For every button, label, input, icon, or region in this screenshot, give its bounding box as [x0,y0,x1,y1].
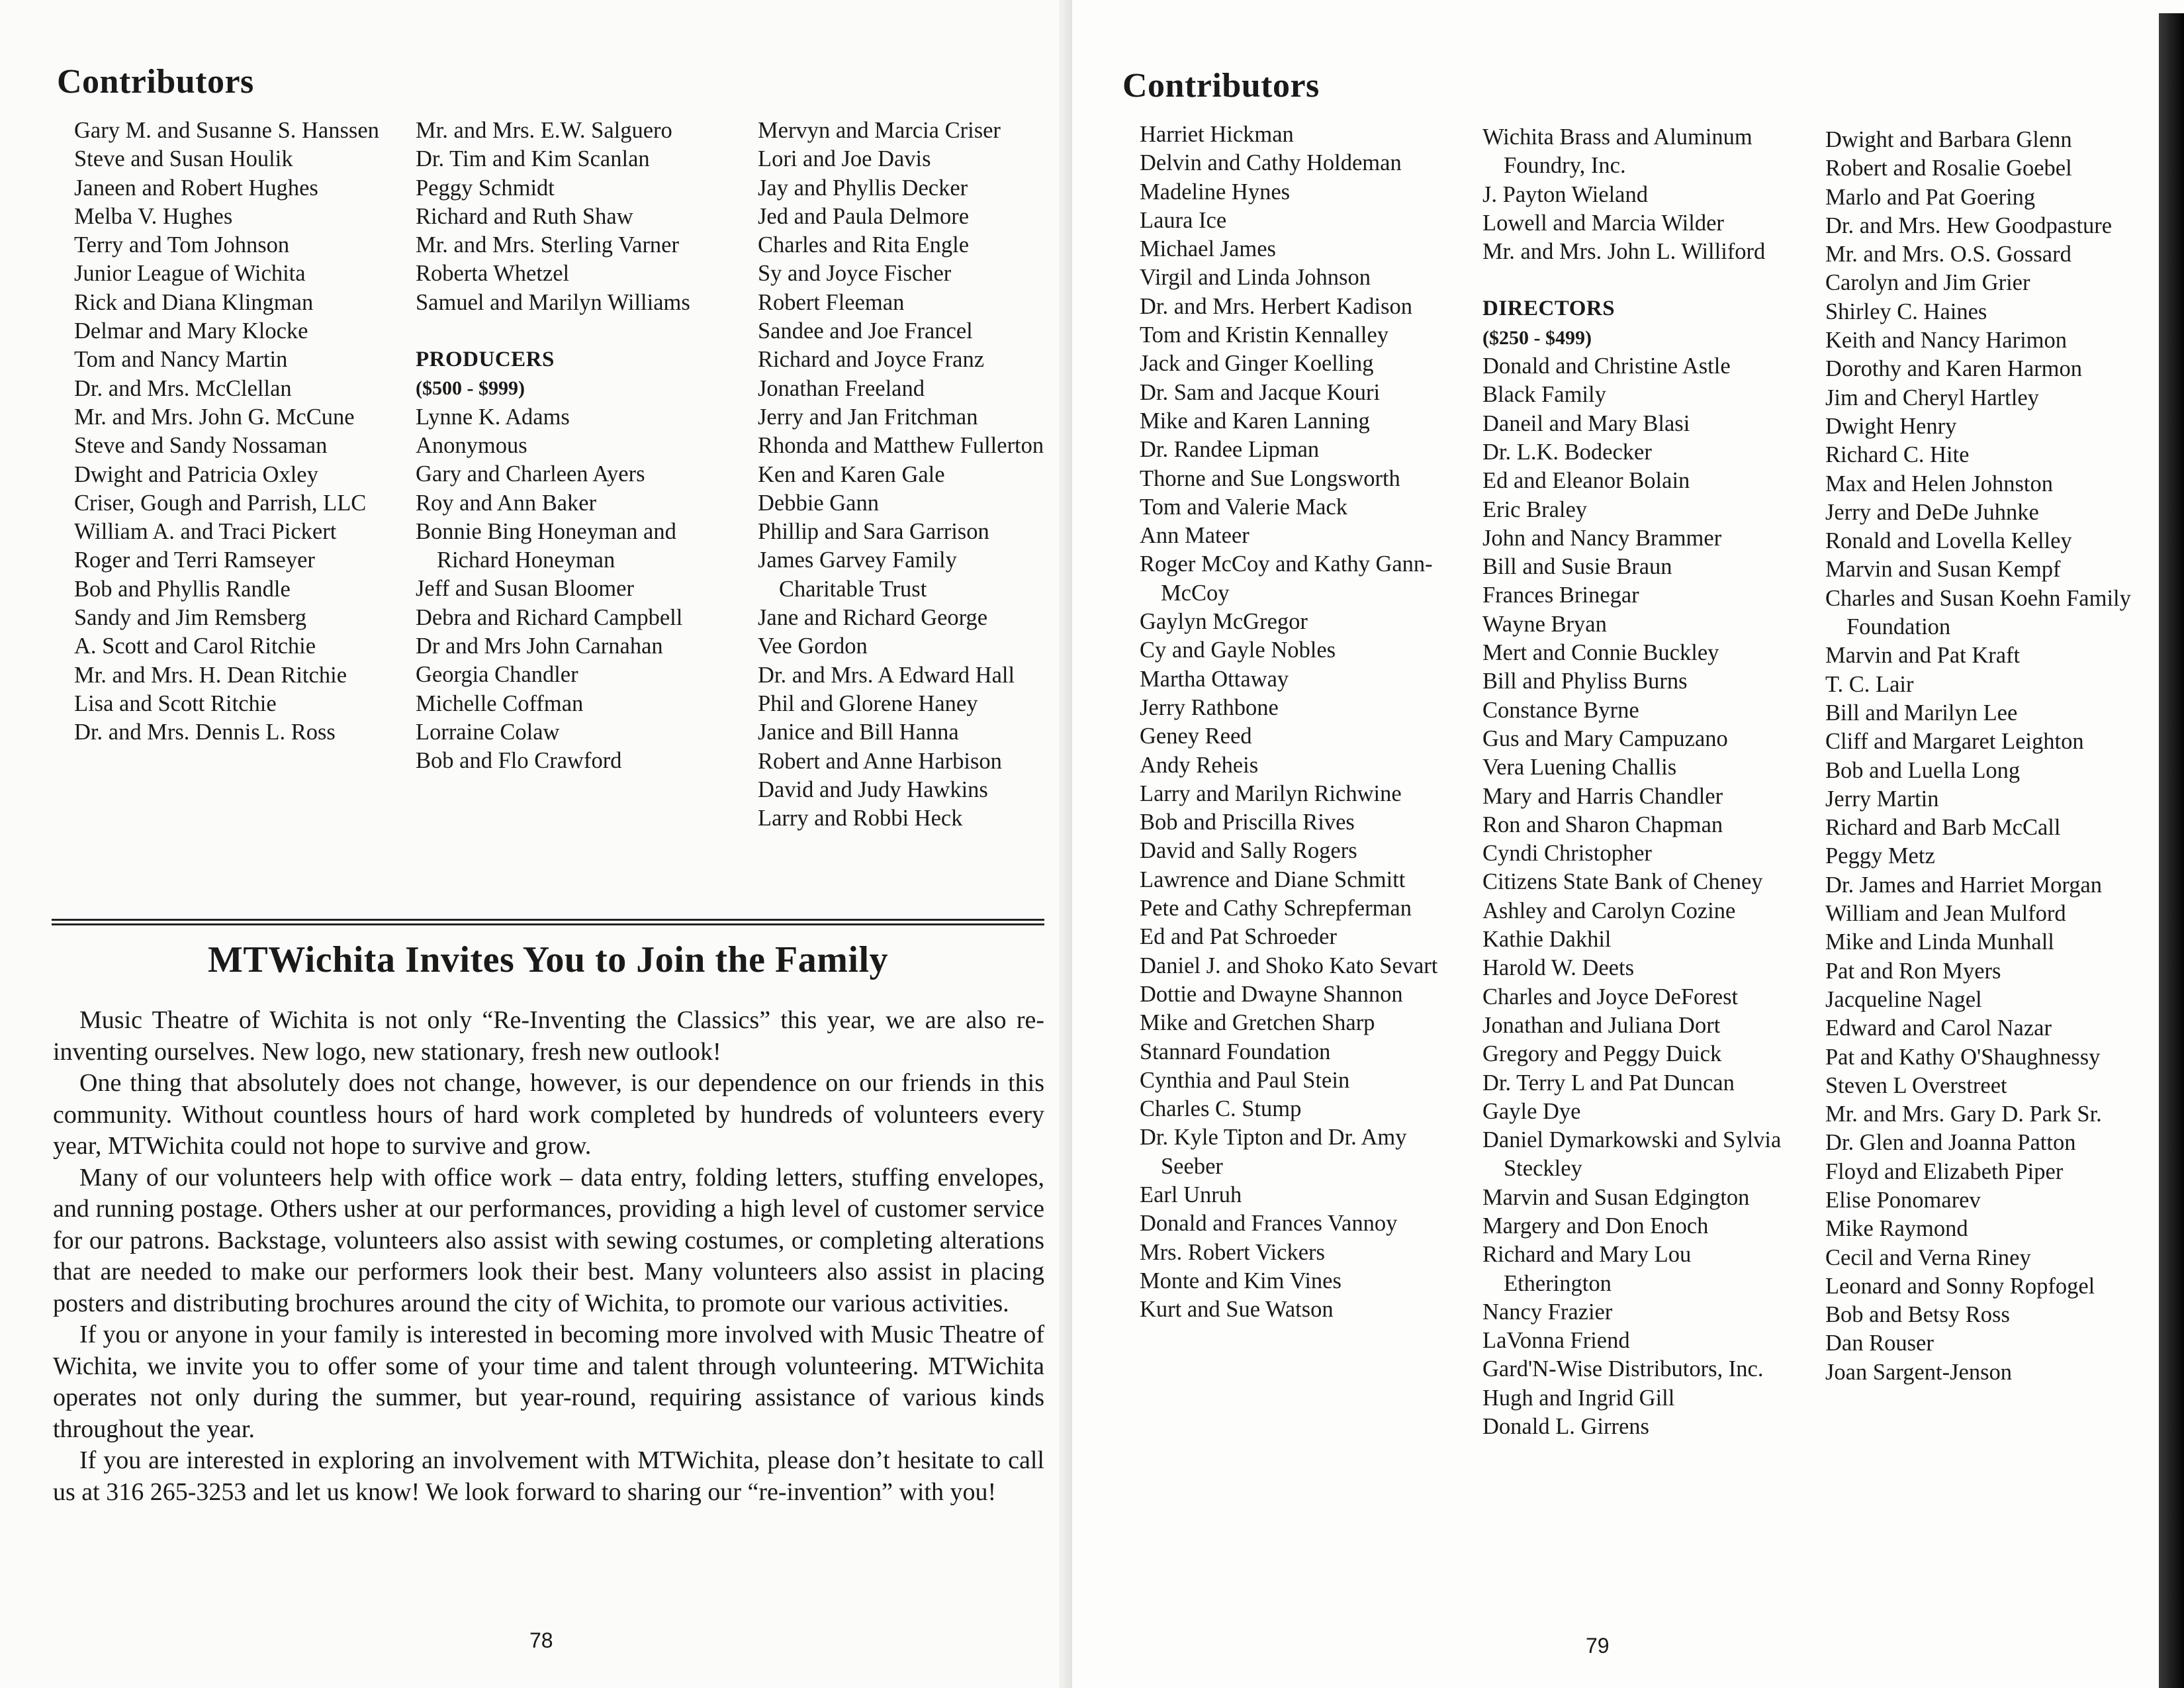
contributor-name: Marvin and Susan Edgington [1482,1184,1750,1210]
contributor-name: Black Family [1482,382,1606,408]
contributor-name: Dr. and Mrs. A Edward Hall [758,662,1015,688]
contributor-name: Peggy Metz [1825,843,1935,869]
contributor-name: Hugh and Ingrid Gill [1482,1385,1675,1411]
contributor-name: Floyd and Elizabeth Piper [1825,1158,2064,1184]
contributor-name: Gary M. and Susanne S. Hanssen [74,118,379,143]
contributor-name: James Garvey Family Charitable Trust [758,547,957,602]
contributor-name: Mervyn and Marcia Criser [758,118,1001,143]
contributors-column-1 [74,117,385,747]
contributor-name: Margery and Don Enoch [1482,1213,1709,1239]
article-paragraph: If you or anyone in your family is interested in becoming more involved with Music Theatre of Wichita, we invite you to offer some of your time and talent through volunteering. MTWichita operates not only during the summer, but year-round, requiring assistance of various kinds throughout the year. [53,1321,1044,1443]
contributor-name: Nancy Frazier [1482,1299,1613,1325]
contributor-name: Steven L Overstreet [1825,1072,2007,1098]
producers-heading: PRODUCERS [416,348,555,372]
contributor-name: Mike and Linda Munhall [1825,929,2054,955]
contributor-name: Frances Brinegar [1482,583,1639,608]
producers-range: ($500 - $999) [416,377,525,400]
contributor-name: Geney Reed [1140,724,1252,749]
left-page [0,0,1072,1688]
contributor-name: Dottie and Dwayne Shannon [1140,981,1403,1007]
contributor-name: Lorraine Colaw [416,719,560,745]
contributor-name: Joan Sargent-Jenson [1825,1359,2013,1385]
contributor-name: Dr. Kyle Tipton and Dr. Amy Seeber [1140,1125,1407,1179]
contributor-name: Wayne Bryan [1482,611,1607,637]
contributor-name: Ed and Pat Schroeder [1140,924,1337,950]
contributors-heading: Contributors [57,63,254,101]
article-paragraph: If you are interested in exploring an involvement with MTWichita, please don’t hesitate to call us at 316 265-3253 and let us know! We look forward to sharing our “re-invention” with you! [53,1446,1044,1506]
contributor-name: Bob and Priscilla Rives [1140,810,1355,835]
contributor-name: Mr. and Mrs. O.S. Gossard [1825,242,2071,267]
contributor-name: Andy Reheis [1140,752,1259,778]
contributor-name: Jed and Paula Delmore [758,203,970,229]
contributor-name: Mr. and Mrs. Gary D. Park Sr. [1825,1102,2102,1127]
page-number: 79 [1586,1634,1610,1658]
contributor-name: Daneil and Mary Blasi [1482,410,1690,436]
contributor-name: Jonathan Freeland [758,375,925,401]
contributor-name: Dr. L.K. Bodecker [1482,439,1652,465]
contributor-name: Harriet Hickman [1140,122,1294,147]
contributor-name: Lynne K. Adams [416,404,570,430]
contributor-name: Lowell and Marcia Wilder [1482,210,1724,236]
contributor-name: Dr. Terry L and Pat Duncan [1482,1070,1735,1096]
contributor-name: Cecil and Verna Riney [1825,1244,2031,1270]
contributors-list [1482,123,1800,266]
contributor-name: Harold W. Deets [1482,955,1635,981]
contributor-name: Pat and Kathy O'Shaughnessy [1825,1044,2101,1070]
contributor-name: Charles and Rita Engle [758,232,970,258]
contributor-name: Mert and Connie Buckley [1482,640,1719,666]
contributor-name: Terry and Tom Johnson [74,232,290,258]
contributor-name: Dr. Tim and Kim Scanlan [416,146,650,172]
contributor-name: Gard'N-Wise Distributors, Inc. [1482,1356,1764,1382]
contributor-name: Marlo and Pat Goering [1825,184,2036,210]
contributor-name: Shirley C. Haines [1825,299,1987,324]
contributor-name: Dr. and Mrs. Dennis L. Ross [74,720,336,745]
contributor-name: Steve and Sandy Nossaman [74,433,328,459]
contributor-name: Sandy and Jim Remsberg [74,605,307,631]
article-title: MTWichita Invites You to Join the Family [207,939,889,980]
contributor-name: Robert and Rosalie Goebel [1825,156,2072,181]
contributor-name: Donald and Frances Vannoy [1140,1211,1398,1237]
contributor-name: Jerry and Jan Fritchman [758,404,978,430]
section-divider [52,919,1044,925]
contributor-name: Elise Ponomarev [1825,1187,1981,1213]
contributor-name: Tom and Nancy Martin [74,347,288,373]
contributor-name: Earl Unruh [1140,1182,1242,1207]
contributor-name: Larry and Robbi Heck [758,806,963,831]
contributor-name: Constance Byrne [1482,697,1639,723]
contributor-name: Bob and Luella Long [1825,757,2021,783]
contributor-name: Jacqueline Nagel [1825,986,1982,1012]
contributor-name: Thorne and Sue Longsworth [1140,465,1400,491]
contributor-name: Carolyn and Jim Grier [1825,270,2030,296]
contributor-name: Roger McCoy and Kathy Gann-McCoy [1140,551,1433,606]
contributor-name: Mr. and Mrs. John G. McCune [74,404,355,430]
contributor-name: Ronald and Lovella Kelley [1825,528,2072,554]
contributor-name: Wichita Brass and Aluminum Foundry, Inc. [1482,124,1752,179]
contributor-name: Madeline Hynes [1140,179,1291,205]
contributor-name: Richard and Barb McCall [1825,815,2061,841]
contributor-name: Jim and Cheryl Hartley [1825,385,2039,410]
contributor-name: Gregory and Peggy Duick [1482,1041,1722,1067]
contributor-name: Charles C. Stump [1140,1096,1302,1122]
contributor-name: LaVonna Friend [1482,1328,1630,1354]
contributor-name: Dr. Sam and Jacque Kouri [1140,379,1381,405]
contributor-name: Keith and Nancy Harimon [1825,328,2068,353]
contributor-name: Donald and Christine Astle [1482,353,1731,379]
page-number: 78 [529,1628,553,1652]
contributor-name: Dr. and Mrs. McClellan [74,375,292,401]
contributor-name: Gayle Dye [1482,1098,1581,1124]
contributor-name: Cy and Gayle Nobles [1140,637,1336,663]
contributor-name: Robert Fleeman [758,289,905,315]
contributor-name: Vee Gordon [758,633,868,659]
contributors-column-3 [1825,126,2136,1387]
contributor-name: Charles and Joyce DeForest [1482,984,1739,1009]
contributor-name: Dan Rouser [1825,1331,1934,1356]
contributor-name: Marvin and Susan Kempf [1825,557,2061,583]
contributor-name: Cynthia and Paul Stein [1140,1067,1350,1093]
contributor-name: Vera Luening Challis [1482,755,1677,780]
contributor-name: Bill and Susie Braun [1482,554,1672,580]
contributor-name: Robert and Anne Harbison [758,748,1002,774]
contributor-name: Mary and Harris Chandler [1482,783,1723,809]
contributor-name: Rick and Diana Klingman [74,289,314,315]
contributor-name: Stannard Foundation [1140,1039,1331,1064]
article-body [53,1005,1044,1508]
contributor-name: Richard and Joyce Franz [758,347,985,373]
directors-range: ($250 - $499) [1482,326,1592,349]
article-paragraph: Music Theatre of Wichita is not only “Re-Inventing the Classics” this year, we are also re-inventing ourselves. New logo, new stationary, fresh new outlook! [53,1006,1044,1066]
contributor-name: Dr. James and Harriet Morgan [1825,872,2103,898]
contributor-name: Lisa and Scott Ritchie [74,690,277,716]
contributors-list [416,117,727,317]
contributor-name: Gaylyn McGregor [1140,609,1308,635]
contributor-name: Ken and Karen Gale [758,461,945,487]
contributor-name: Dr. Glen and Joanna Patton [1825,1130,2076,1156]
contributor-name: Anonymous [416,432,527,458]
contributors-column-2 [1482,123,1800,1441]
contributor-name: Gus and Mary Campuzano [1482,726,1728,751]
contributor-name: Phillip and Sara Garrison [758,519,989,545]
contributor-name: Sy and Joyce Fischer [758,261,952,287]
contributor-name: Leonard and Sonny Ropfogel [1825,1273,2095,1299]
contributor-name: Mr. and Mrs. E.W. Salguero [416,118,672,143]
contributor-name: David and Sally Rogers [1140,838,1357,864]
contributor-name: Jonathan and Juliana Dort [1482,1012,1721,1038]
producers-list [416,403,727,776]
contributor-name: Kurt and Sue Watson [1140,1297,1334,1323]
contributor-name: Debra and Richard Campbell [416,604,683,630]
contributor-name: Virgil and Linda Johnson [1140,265,1371,291]
contributors-column-3 [758,117,1056,833]
contributor-name: Mr. and Mrs. H. Dean Ritchie [74,662,347,688]
right-page [1072,0,2184,1688]
contributor-name: Dr. Randee Lipman [1140,437,1320,463]
contributor-name: Dwight and Patricia Oxley [74,461,318,487]
contributor-name: T. C. Lair [1825,671,1914,697]
contributor-name: Jerry Rathbone [1140,694,1279,720]
contributor-name: Bill and Marilyn Lee [1825,700,2018,726]
contributor-name: Melba V. Hughes [74,203,233,229]
contributor-name: Steve and Susan Houlik [74,146,293,172]
scan-edge-shadow [2159,13,2184,1688]
contributor-name: Ann Mateer [1140,523,1250,549]
contributor-name: Laura Ice [1140,207,1227,233]
contributor-name: Tom and Valerie Mack [1140,494,1348,520]
contributor-name: Mike and Gretchen Sharp [1140,1010,1375,1036]
contributor-name: Jerry Martin [1825,786,1939,812]
contributor-name: Jane and Richard George [758,605,988,631]
contributor-name: Jack and Ginger Koelling [1140,351,1374,377]
contributor-name: Marvin and Pat Kraft [1825,643,2021,669]
contributor-name: Kathie Dakhil [1482,927,1612,953]
contributor-name: Bill and Phyliss Burns [1482,669,1688,694]
contributor-name: Michelle Coffman [416,690,584,716]
contributor-name: Samuel and Marilyn Williams [416,289,690,315]
contributor-name: Roberta Whetzel [416,261,570,287]
contributor-name: Roy and Ann Baker [416,490,597,516]
contributor-name: Mr. and Mrs. John L. Williford [1482,239,1766,265]
contributor-name: Dr and Mrs John Carnahan [416,633,663,659]
contributor-name: Bob and Flo Crawford [416,748,622,774]
contributor-name: Dr. and Mrs. Herbert Kadison [1140,293,1412,319]
contributor-name: Michael James [1140,236,1276,262]
contributor-name: Mrs. Robert Vickers [1140,1239,1325,1265]
contributor-name: Martha Ottaway [1140,666,1289,692]
contributor-name: Janice and Bill Hanna [758,720,959,745]
contributor-name: Janeen and Robert Hughes [74,175,318,201]
contributor-name: Edward and Carol Nazar [1825,1015,2052,1041]
contributor-name: Tom and Kristin Kennalley [1140,322,1389,348]
directors-list [1482,352,1800,1441]
contributors-column-1 [1140,120,1457,1324]
contributor-name: Ashley and Carolyn Cozine [1482,898,1736,923]
contributor-name: Debbie Gann [758,490,879,516]
contributor-name: Bob and Betsy Ross [1825,1302,2010,1328]
contributor-name: Mike Raymond [1825,1216,1968,1242]
article-paragraph: Many of our volunteers help with office work – data entry, folding letters, stuffing envelopes, and running postage. Others usher at our performances, providing a high level of customer service for our patrons. Backstage, volunteers also assist with sewing costumes, or completing alterations that are needed to make our performers look their best. Many volunteers also assist in placing posters and distributing brochures around the city of Wichita, to promote our various activities. [53,1163,1044,1317]
contributor-name: Ed and Eleanor Bolain [1482,468,1690,494]
contributor-name: Cyndi Christopher [1482,841,1652,867]
contributor-name: Phil and Glorene Haney [758,690,978,716]
contributors-column-2 [416,117,727,776]
contributor-name: J. Payton Wieland [1482,181,1648,207]
contributor-name: Dorothy and Karen Harmon [1825,356,2083,382]
contributor-name: Daniel J. and Shoko Kato Sevart [1140,953,1438,978]
contributor-name: Georgia Chandler [416,662,578,688]
contributor-name: Dwight Henry [1825,413,1957,439]
contributor-name: Larry and Marilyn Richwine [1140,780,1402,806]
contributor-name: Max and Helen Johnston [1825,471,2053,496]
contributor-name: Cliff and Margaret Leighton [1825,729,2084,755]
contributor-name: Delmar and Mary Klocke [74,318,308,344]
contributor-name: Roger and Terri Ramseyer [74,547,315,573]
contributor-name: John and Nancy Brammer [1482,525,1722,551]
contributor-name: Rhonda and Matthew Fullerton [758,433,1044,459]
contributor-name: Daniel Dymarkowski and Sylvia Steckley [1482,1127,1782,1182]
contributor-name: Charles and Susan Koehn Family Foundation [1825,585,2131,640]
contributor-name: Peggy Schmidt [416,175,555,201]
contributor-name: A. Scott and Carol Ritchie [74,633,316,659]
contributor-name: Ron and Sharon Chapman [1482,812,1723,837]
contributor-name: Sandee and Joe Francel [758,318,973,344]
contributor-name: Dwight and Barbara Glenn [1825,127,2072,152]
contributor-name: Mike and Karen Lanning [1140,408,1370,434]
contributor-name: Richard C. Hite [1825,442,1970,468]
contributor-name: Pete and Cathy Schrepferman [1140,896,1412,921]
contributor-name: William and Jean Mulford [1825,901,2066,927]
directors-heading: DIRECTORS [1482,297,1615,321]
contributor-name: Bob and Phyllis Randle [74,576,291,602]
contributor-name: Delvin and Cathy Holdeman [1140,150,1402,176]
contributor-name: Jeff and Susan Bloomer [416,576,634,602]
contributor-name: Monte and Kim Vines [1140,1268,1342,1293]
contributor-name: Jay and Phyllis Decker [758,175,968,201]
contributor-name: William A. and Traci Pickert [74,519,337,545]
contributor-name: Richard and Ruth Shaw [416,203,633,229]
contributor-name: Junior League of Wichita [74,261,306,287]
contributor-name: Bonnie Bing Honeyman and Richard Honeyman [416,518,676,573]
contributor-name: Lawrence and Diane Schmitt [1140,867,1406,892]
contributor-name: Gary and Charleen Ayers [416,461,645,487]
contributors-heading: Contributors [1122,67,1320,105]
contributor-name: Lori and Joe Davis [758,146,931,172]
contributor-name: Criser, Gough and Parrish, LLC [74,490,367,516]
contributor-name: Jerry and DeDe Juhnke [1825,499,2039,525]
contributor-name: Donald L. Girrens [1482,1414,1649,1440]
contributor-name: Citizens State Bank of Cheney [1482,869,1763,895]
contributor-name: Eric Braley [1482,496,1588,522]
contributor-name: Pat and Ron Myers [1825,958,2001,984]
article-paragraph: One thing that absolutely does not change, however, is our dependence on our friends in this community. Without countless hours of hard work completed by hundreds of volunteers every year, MTWichita could not hope to survive and grow. [53,1069,1044,1160]
contributor-name: Richard and Mary Lou Etherington [1482,1242,1692,1296]
contributor-name: Mr. and Mrs. Sterling Varner [416,232,679,258]
contributor-name: David and Judy Hawkins [758,776,988,802]
contributor-name: Dr. and Mrs. Hew Goodpasture [1825,212,2113,238]
